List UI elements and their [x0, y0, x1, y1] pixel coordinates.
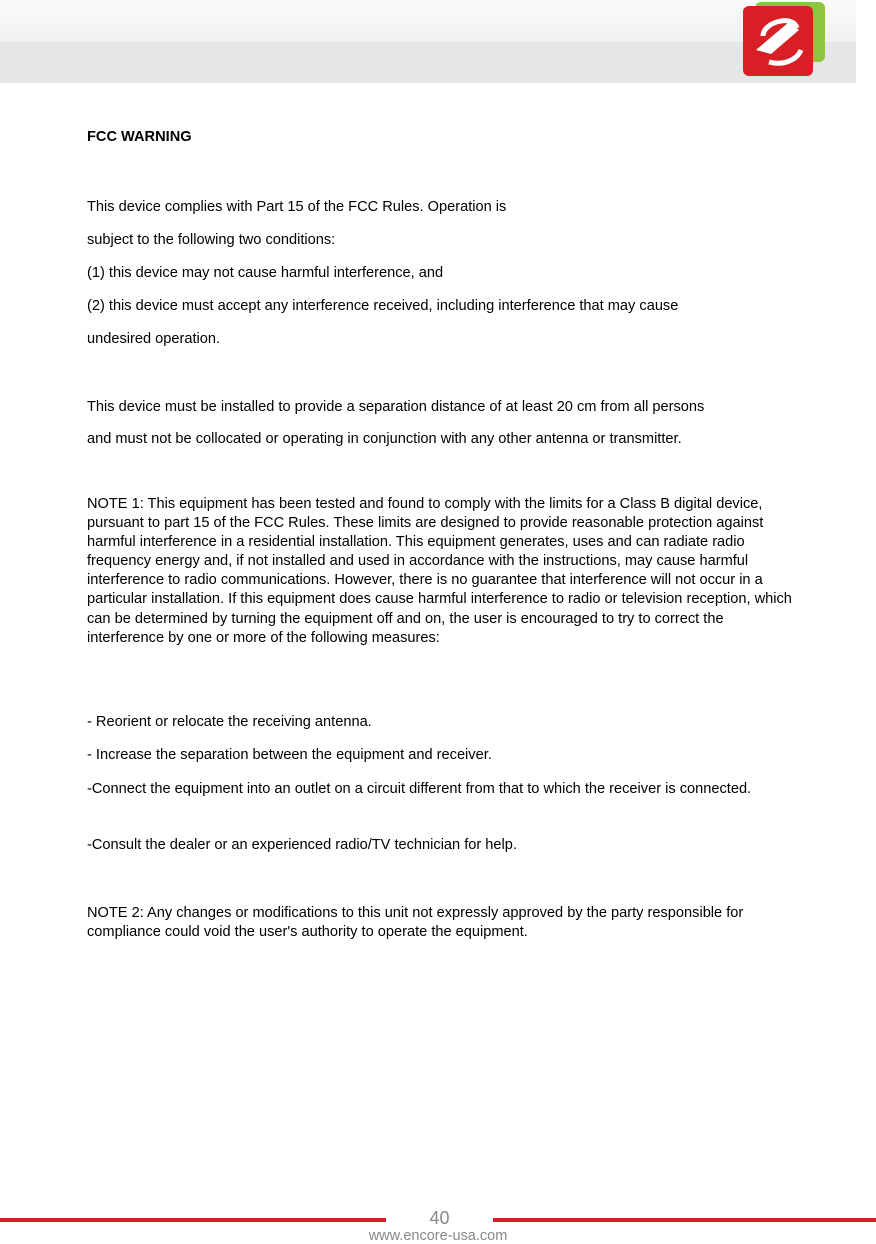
compliance-line: (2) this device must accept any interference received, including interference that may cause	[87, 298, 679, 314]
header-band	[0, 42, 856, 83]
compliance-line: This device complies with Part 15 of the FCC Rules. Operation is	[87, 199, 507, 215]
measure-item: - Reorient or relocate the receiving antenna.	[87, 714, 372, 730]
note-1-paragraph: NOTE 1: This equipment has been tested and found to comply with the limits for a Class B digital device, pursuant to part 15 of the FCC Rules. These limits are designed to provide reasonable protection against harmful interference in a residential installation. This equipment generates, uses and can radiate radio frequency energy and, if not installed and used in accordance with the instructions, may cause harmful interference to radio communications. However, there is no guarantee that interference will not occur in a particular installation. If this equipment does cause harmful interference to radio or television reception, which can be determined by turning the equipment off and on, the user is encouraged to try to correct the interference by one or more of the following measures:	[87, 496, 792, 646]
website-link[interactable]: www.encore-usa.com	[368, 1228, 508, 1244]
measure-item: -Consult the dealer or an experienced radio/TV technician for help.	[87, 837, 517, 853]
separation-line: This device must be installed to provide a separation distance of at least 20 cm from all persons	[87, 399, 705, 415]
footer-divider-right	[493, 1218, 876, 1222]
compliance-line: undesired operation.	[87, 331, 221, 347]
footer-divider-left	[0, 1218, 386, 1222]
page-number: 40	[429, 1208, 450, 1228]
header-band-top	[0, 0, 856, 42]
encore-logo-icon	[741, 0, 827, 78]
measure-item: - Increase the separation between the equipment and receiver.	[87, 747, 492, 763]
page-title: FCC WARNING	[87, 129, 192, 145]
measure-item: -Connect the equipment into an outlet on a circuit different from that to which the receiver is connected.	[87, 781, 752, 797]
compliance-line: (1) this device may not cause harmful interference, and	[87, 265, 444, 281]
separation-line: and must not be collocated or operating in conjunction with any other antenna or transmitter.	[87, 431, 682, 447]
note-2-paragraph: NOTE 2: Any changes or modifications to this unit not expressly approved by the party responsible for compliance could void the user's authority to operate the equipment.	[87, 905, 744, 941]
compliance-line: subject to the following two conditions:	[87, 232, 336, 248]
